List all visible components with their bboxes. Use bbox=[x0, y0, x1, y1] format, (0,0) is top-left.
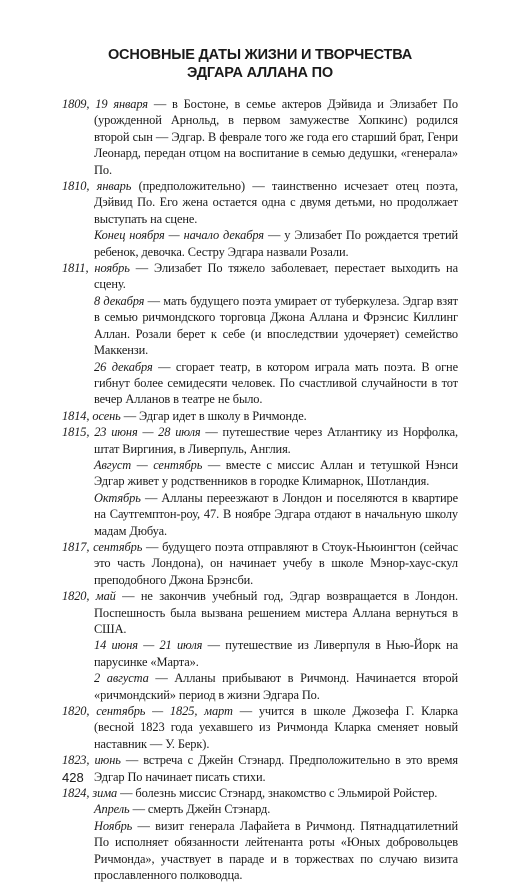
entry-text: — смерть Джейн Стэнард. bbox=[129, 802, 271, 817]
entry-date: 8 декабря bbox=[94, 293, 145, 308]
chronology-entry bbox=[62, 260, 458, 293]
entry-date: 1817, сентябрь bbox=[62, 539, 143, 554]
entry-date: Ноябрь bbox=[94, 818, 133, 833]
entry-date: 1820, май bbox=[62, 589, 116, 604]
chronology-list bbox=[62, 96, 458, 884]
chronology-entry bbox=[62, 178, 458, 227]
title-line-2: ЭДГАРА АЛЛАНА ПО bbox=[187, 65, 333, 81]
entry-date: 1810, январь bbox=[62, 179, 132, 194]
page-title bbox=[60, 46, 460, 82]
entry-text: — у Элизабет По рождается третий ребенок, девочка. Сестру Эдгара назвали Розали. bbox=[94, 228, 459, 259]
entry-text: — учится в школе Джозефа Г. Кларка (весной 1823 года уехавшего из Ричмонда Кларка сменяет новый наставник — У. Берк). bbox=[94, 704, 458, 751]
entry-text: — будущего поэта отправляют в Стоук-Ньюингтон (сейчас это часть Лондона), он начинает учебу в школе Мэнор-хаус-скул преподобного Джона Брэнсби. bbox=[94, 539, 459, 587]
chronology-entry bbox=[62, 703, 458, 752]
entry-text: — встреча с Джейн Стэнард. Предположительно в это время Эдгар По начинает писать стихи. bbox=[94, 753, 458, 784]
entry-text: — визит генерала Лафайета в Ричмонд. Пятнадцатилетний По исполняет обязанности лейтенанта роты «Юных добровольцев Ричмонда», участвует в параде и в торжествах по случаю визита прославленного полководца. bbox=[94, 818, 458, 883]
entry-date: 1809, 19 января bbox=[62, 97, 148, 111]
chronology-subentry bbox=[62, 801, 458, 817]
chronology-subentry bbox=[62, 293, 458, 359]
chronology-entry bbox=[62, 424, 458, 457]
entry-date: 26 декабря bbox=[94, 359, 153, 374]
entry-date: Апрель bbox=[94, 802, 130, 817]
entry-text: — в Бостоне, в семье актеров Дэйвида и Элизабет По (урожденной Арнольд, в первом замужестве Хопкинс) родился второй сын — Эдгар. В феврале того же года его старший брат, Генри Леонард, передан отцом на воспитание в семью дедушки, «генерала» По. bbox=[94, 97, 458, 177]
entry-text: — не закончив учебный год, Эдгар возвращается в Лондон. Поспешность была вызвана решением мистера Аллана вернуться в США. bbox=[94, 589, 458, 636]
entry-text: — Алланы прибывают в Ричмонд. Начинается второй «ричмондский» период в жизни Эдгара По. bbox=[94, 671, 458, 702]
entry-text: — сгорает театр, в котором играла мать поэта. В огне гибнут более семидесяти человек. По счастливой случайности в тот вечер Алланов в театре не было. bbox=[94, 359, 458, 407]
entry-date: 1814, осень bbox=[62, 408, 121, 423]
entry-date: 1823, июнь bbox=[62, 753, 121, 768]
chronology-entry bbox=[62, 539, 458, 588]
entry-text: (предположительно) — таинственно исчезает отец поэта, Дэйвид По. Его жена остается одна с двумя детьми, но продолжает выступать на сцене. bbox=[94, 179, 458, 226]
chronology-subentry bbox=[62, 359, 458, 408]
chronology-subentry bbox=[62, 227, 458, 260]
entry-date: 1815, 23 июня — 28 июля bbox=[62, 425, 201, 440]
entry-text: — путешествие из Ливерпуля в Нью-Йорк на парусинке «Марта». bbox=[94, 638, 458, 669]
chronology-subentry bbox=[62, 670, 458, 703]
entry-text: — болезнь миссис Стэнард, знакомство с Эльмирой Ройстер. bbox=[117, 786, 438, 801]
entry-date: Октябрь bbox=[94, 490, 141, 505]
chronology-subentry bbox=[62, 637, 458, 670]
entry-date: 14 июня — 21 июля bbox=[94, 638, 203, 653]
entry-date: Август — сентябрь bbox=[94, 457, 203, 472]
entry-text: — вместе с миссис Аллан и тетушкой Нэнси Эдгар живет у родственников в городке Климарнок, Шотландия. bbox=[94, 457, 458, 489]
entry-date: 1820, сентябрь — 1825, март bbox=[62, 704, 233, 719]
entry-date: Конец ноября — начало декабря bbox=[94, 228, 264, 243]
entry-date: 2 августа bbox=[94, 671, 149, 686]
entry-text: — Элизабет По тяжело заболевает, перестает выходить на сцену. bbox=[94, 261, 458, 292]
chronology-entry bbox=[62, 96, 458, 178]
entry-text: — Алланы переезжают в Лондон и поселяются в квартире на Саутгемптон-роу, 47. В ноябре Эдгара отдают в начальную школу мадам Дюбуа. bbox=[94, 490, 458, 538]
chronology-entry bbox=[62, 752, 458, 785]
chronology-entry bbox=[62, 588, 458, 637]
chronology-subentry bbox=[62, 818, 458, 884]
chronology-subentry bbox=[62, 490, 458, 539]
chronology-entry bbox=[62, 785, 458, 801]
entry-text: — путешествие через Атлантику из Норфолка, штат Виргиния, в Ливерпуль, Англия. bbox=[94, 425, 458, 456]
title-line-1: ОСНОВНЫЕ ДАТЫ ЖИЗНИ И ТВОРЧЕСТВА bbox=[107, 47, 413, 63]
entry-text: — Эдгар идет в школу в Ричмонде. bbox=[120, 408, 307, 423]
page-number: 428 bbox=[62, 770, 84, 785]
entry-text: — мать будущего поэта умирает от туберкулеза. Эдгар взят в семью ричмондского торговца Джона Аллана и Фрэнсис Киллинг Аллан. Розали берет к себе (и впоследствии удочеряет) семейство Маккензи. bbox=[94, 293, 458, 358]
entry-date: 1824, зима bbox=[62, 786, 118, 801]
entry-date: 1811, ноябрь bbox=[62, 261, 130, 276]
chronology-subentry bbox=[62, 457, 458, 490]
chronology-entry bbox=[62, 408, 458, 424]
